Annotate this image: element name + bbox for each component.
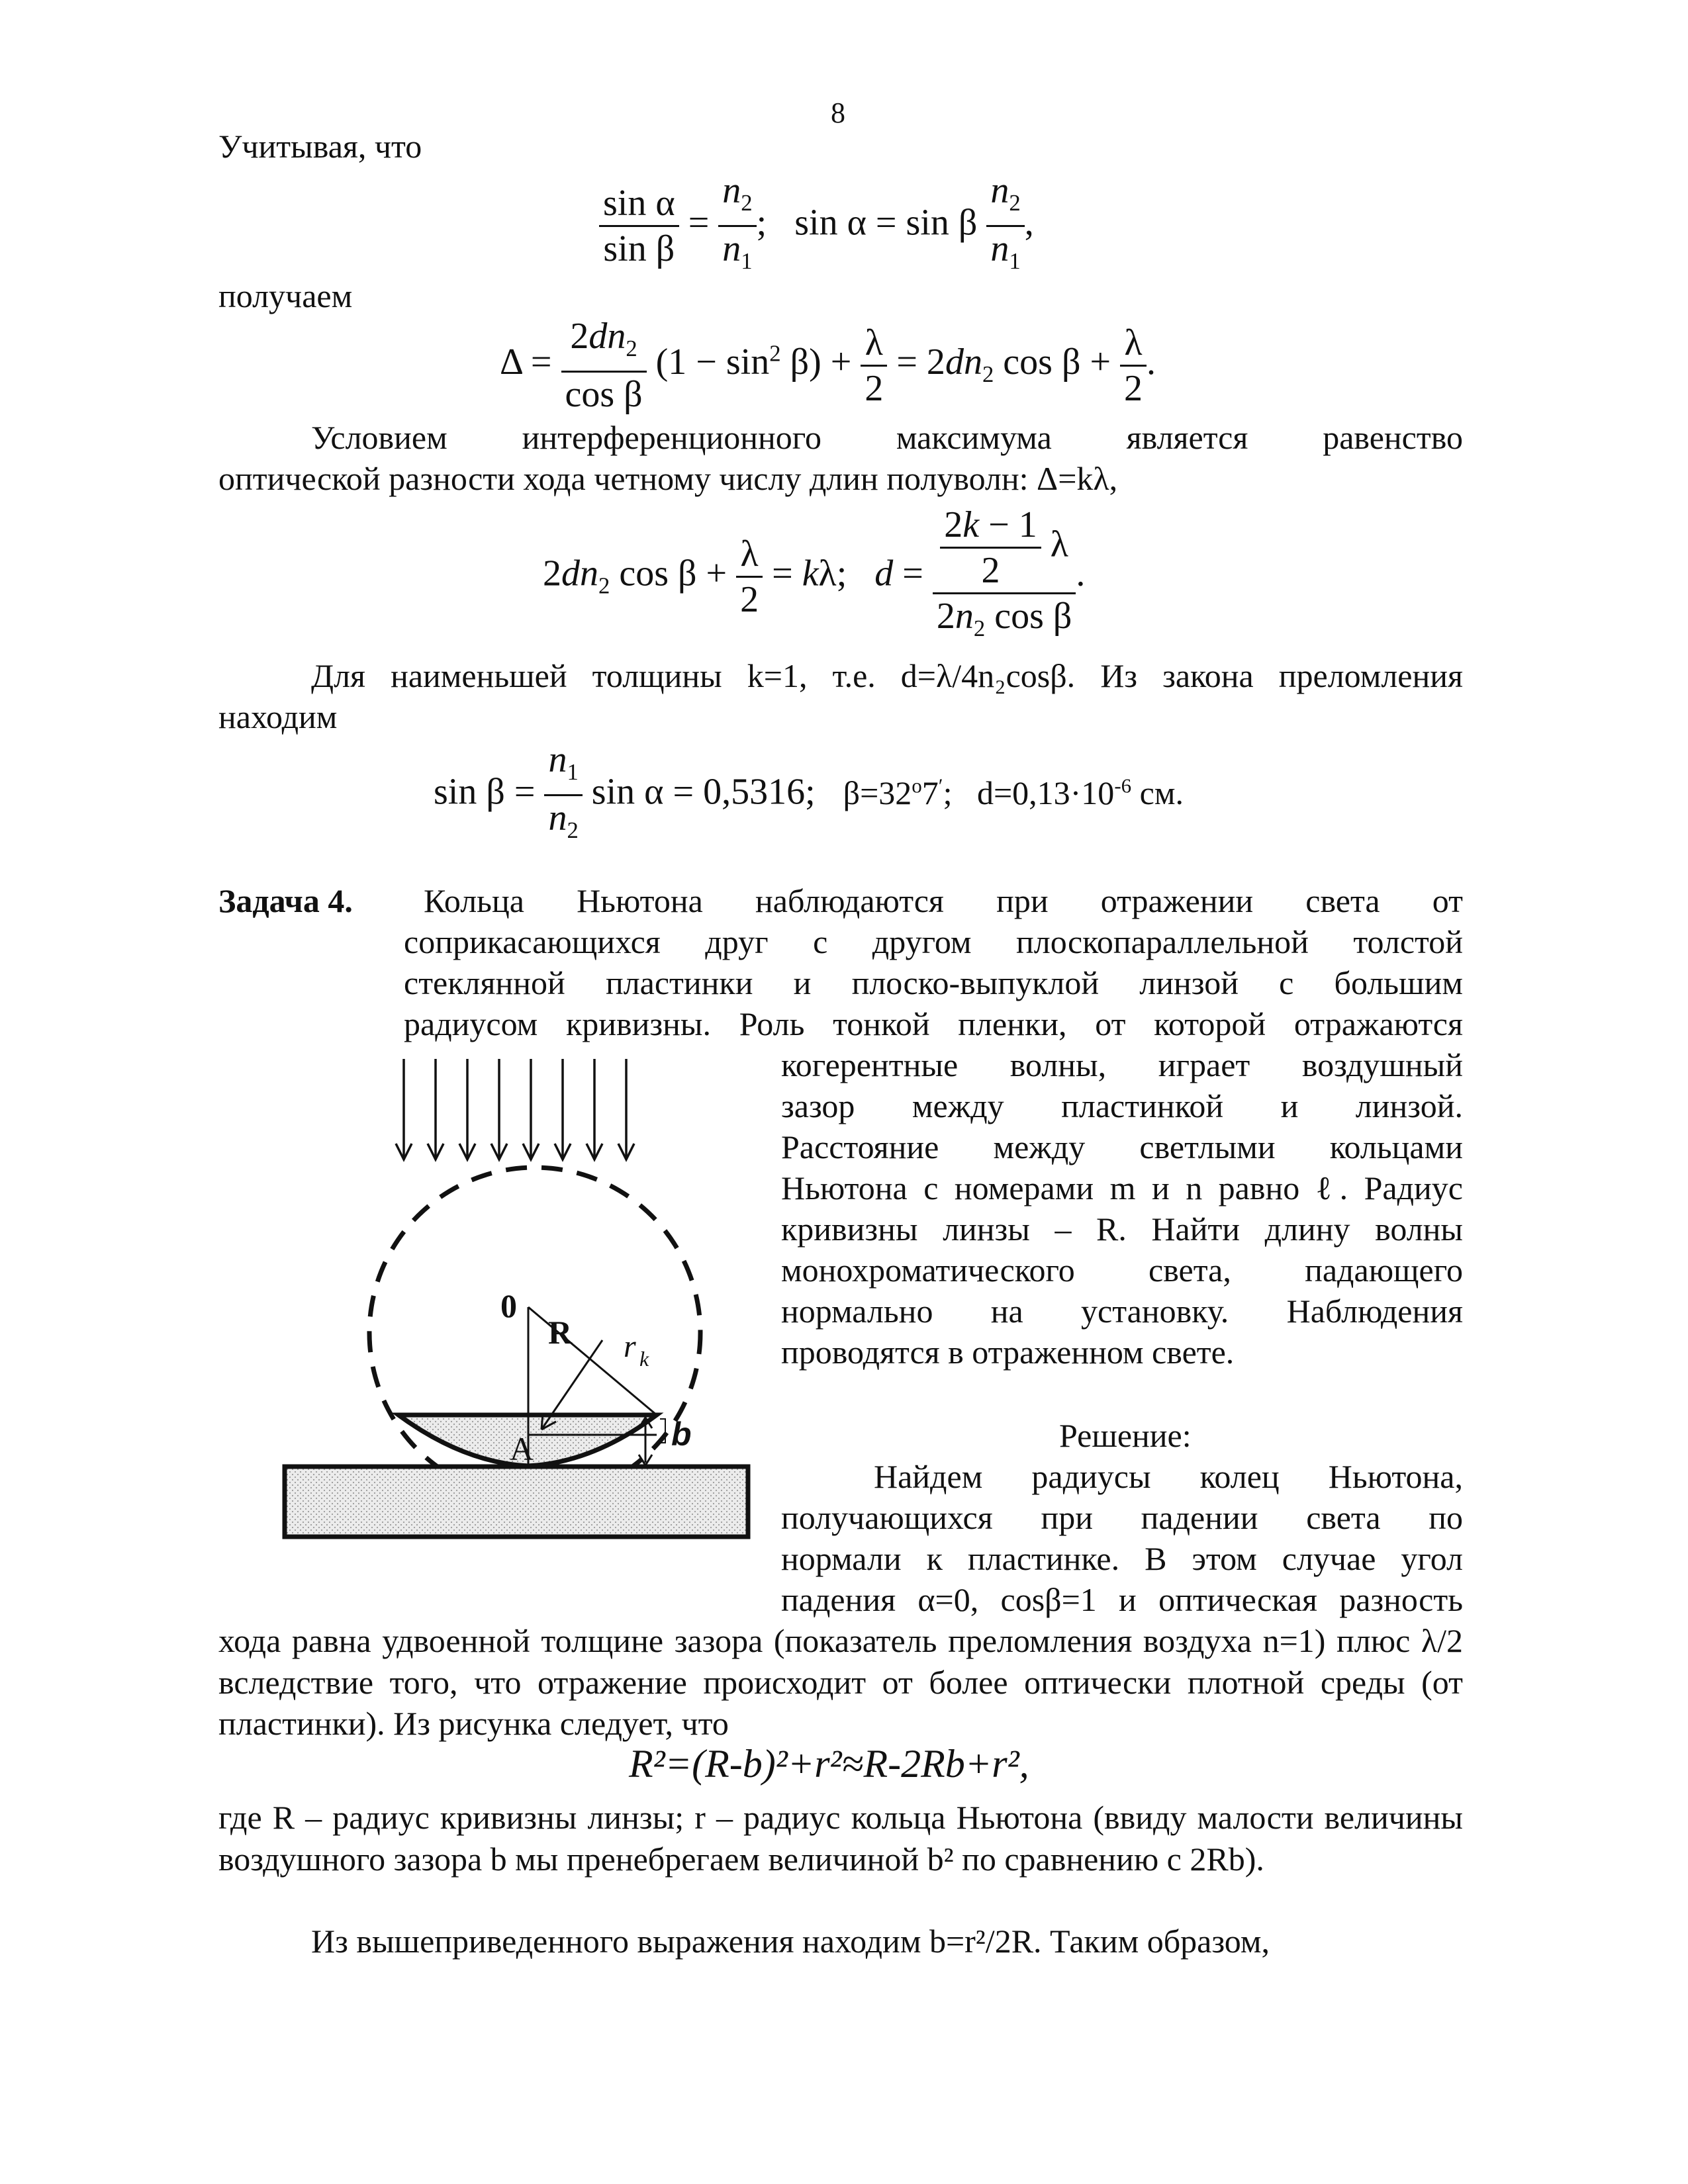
glass-plate — [285, 1467, 748, 1537]
task-side-line: когерентные волны, играет воздушный — [781, 1046, 1463, 1083]
where-paragraph: где R – радиус кривизны линзы; r – радиус кольца Ньютона (ввиду малости величины воздушного зазора b мы пренебрегаем величиной b² по сравнению с 2Rb). — [218, 1799, 1463, 1878]
equation-refraction-result: sin β = $\frac{n_1}{n_2}$ sin α = 0,5316; $\beta=32^o7'$; $d=0,13\cdot 10^{-6}$ см. — [434, 739, 1184, 844]
paragraph-min-line2: находим — [218, 698, 338, 735]
task-line: соприкасающихся друг с другом плоскопараллельной толстой — [404, 923, 1463, 960]
paragraph-condition-line2: оптической разности хода четному числу длин полуволн: Δ=kλ, — [218, 460, 1118, 497]
incident-light-arrows — [396, 1059, 634, 1160]
task-line: радиусом кривизны. Роль тонкой пленки, от которой отражаются — [404, 1005, 1463, 1042]
task-side-line: Расстояние между светлыми кольцами — [781, 1128, 1463, 1165]
task-line: стеклянной пластинки и плоско-выпуклой линзой с большим — [404, 964, 1463, 1001]
label-k: k — [639, 1347, 649, 1371]
label-R: R — [548, 1314, 573, 1351]
solution-heading: Решение: — [1059, 1417, 1192, 1454]
solution-side-line: Найдем радиусы колец Ньютона, — [874, 1458, 1463, 1495]
task-side-line: зазор между пластинкой и линзой. — [781, 1087, 1463, 1124]
task-side-line: Ньютона с номерами m и n равно ℓ. Радиус — [781, 1169, 1463, 1206]
task-side-line: проводятся в отраженном свете. — [781, 1334, 1235, 1371]
task-side-line: нормально на установку. Наблюдения — [781, 1293, 1463, 1330]
text-line: Учитывая, что — [218, 128, 422, 165]
equation-path-difference: Δ = $\frac{2dn_2}{\text{cos β}}$ $(1 - \sin^2 \beta)$ + $\frac{\lambda}{2}$ = $2dn_2$ cos β + $\frac{\lambda}{2}$ . — [500, 316, 1156, 416]
task-side-line: монохроматического света, падающего — [781, 1251, 1463, 1289]
equation-thickness: $2dn_2$ cos β + $\frac{\lambda}{2}$ = kλ; d = $\frac{2k - 1}{2}$ λ $2n_2$ cos β . — [543, 504, 1086, 642]
solution-side-line: падения α=0, cosβ=1 и оптическая разность — [781, 1581, 1463, 1618]
solution-paragraph: хода равна удвоенной толщине зазора (показатель преломления воздуха n=1) плюс λ/2 вследствие того, что отражение происходит от более оптически плотной среды (от пластинки). Из рисунка следует, что — [218, 1622, 1463, 1742]
text-line: получаем — [218, 277, 353, 314]
label-A: A — [510, 1430, 534, 1467]
last-line: Из вышеприведенного выражения находим b=r²/2R. Таким образом, — [311, 1923, 1270, 1960]
paragraph-min-line1: Для наименьшей толщины k=1, т.е. d=λ/4n₂cosβ. Из закона преломления — [311, 657, 1463, 694]
paragraph-condition-line1: Условием интерференционного максимума является равенство — [311, 419, 1463, 456]
label-r: r — [624, 1329, 636, 1364]
task-line: Кольца Ньютона наблюдаются при отражении света от — [424, 882, 1463, 919]
solution-side-line: нормали к пластинке. В этом случае угол — [781, 1540, 1463, 1577]
label-center-O: 0 — [500, 1287, 517, 1324]
equation-snell: $\frac{\text{sin α}}{\text{sin β}}$ = $\frac{n_2}{n_1}$ ; sin α = sin β $\frac{n_2}{n_1}$ , — [599, 169, 1034, 283]
solution-side-line: получающихся при падении света по — [781, 1499, 1463, 1536]
task-side-line: кривизны линзы – R. Найти длину волны — [781, 1210, 1463, 1248]
newton-rings-figure — [265, 1039, 768, 1555]
task-heading: Задача 4. — [218, 882, 353, 919]
equation-geometry: R²=(R-b)²+r²≈R-2Rb+r², — [629, 1742, 1029, 1786]
page-number: 8 — [831, 97, 845, 129]
label-b: b — [671, 1416, 692, 1453]
